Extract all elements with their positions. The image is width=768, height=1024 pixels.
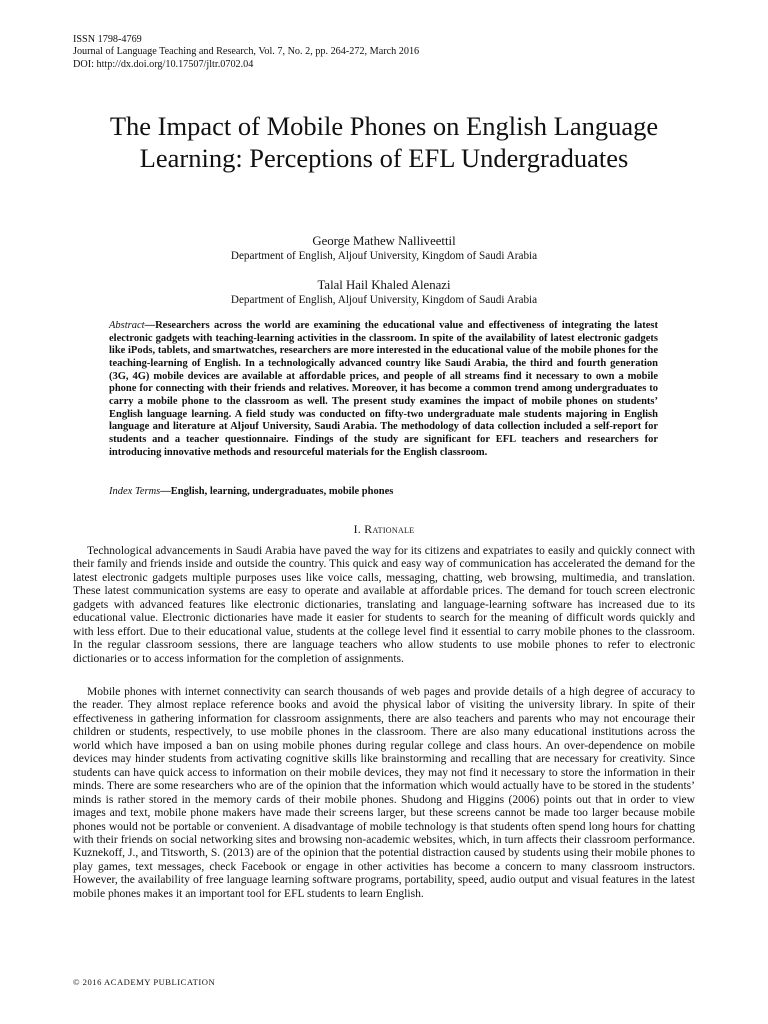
index-terms <box>109 485 658 498</box>
abstract-text: —Researchers across the world are examining the educational value and effectiveness of integrating the latest electronic gadgets with teaching-learning activities in the classroom. In spite of the availability of latest electronic gadgets like iPods, tablets, and smartwatches, researchers are more interested in the educational value of the mobile phones for the teaching-learning of English. In a technologically advanced country like Saudi Arabia, the third and fourth generation (3G, 4G) mobile devices are available at affordable prices, and people of all streams find it necessary to own a mobile phone for connecting with their friends and relatives. Moreover, it has become a common trend among undergraduates to carry a mobile phone to the classroom as well. The present study examines the impact of mobile phones on students’ English language learning. A field study was conducted on fifty-two undergraduate male students majoring in English language and literature at Aljouf University, Saudi Arabia. The methodology of data collection included a self-report for students and a teacher questionnaire. Findings of the study are significant for EFL teachers and researchers for introducing innovative methods and resourceful materials for the English classroom. <box>109 320 658 458</box>
page-footer: © 2016 ACADEMY PUBLICATION <box>73 977 216 987</box>
section-number: I. <box>353 522 362 536</box>
paper-title: The Impact of Mobile Phones on English Language Learning: Perceptions of EFL Undergraduates <box>109 111 659 173</box>
author-affiliation: Department of English, Aljouf University, Kingdom of Saudi Arabia <box>230 250 538 262</box>
section-heading <box>73 522 695 536</box>
author-name: Talal Hail Khaled Alenazi <box>317 278 451 292</box>
index-terms-text: —English, learning, undergraduates, mobile phones <box>160 486 394 497</box>
abstract-label: Abstract <box>109 320 145 331</box>
body-paragraph: Technological advancements in Saudi Arabia have paved the way for its citizens and expatriates to easily and quickly connect with their family and friends inside and outside the country. This quick and easy way of communication has accelerated the demand for the latest electronic gadgets multiple purposes uses like voice calls, messaging, chatting, web browsing, multimedia, and translation. These latest communication systems are easy to operate and available at affordable prices. The demand for touch screen electronic gadgets with advanced features like electronic dictionaries, translating and language-learning software has increased due to its educational value. Electronic dictionaries have made it easier for students to search for the meaning of difficult words quickly and with less effort. Due to their educational value, students at the college level find it essential to carry mobile phones to the classroom. In the regular classroom sessions, there are language teachers who allow students to use mobile phones to refer to electronic dictionaries or to access information for the completion of assignments. <box>73 545 695 665</box>
author-block <box>73 234 695 263</box>
issn-line: ISSN 1798-4769 <box>73 34 142 45</box>
author-block <box>73 278 695 307</box>
author-affiliation: Department of English, Aljouf University, Kingdom of Saudi Arabia <box>230 294 538 306</box>
body-paragraph: Mobile phones with internet connectivity can search thousands of web pages and provide details of a high degree of accuracy to the reader. They almost replace reference books and avoid the physical labor of visiting the university library. In spite of their effectiveness in gathering information for classroom assignments, there are also teachers and parents who may not encourage their children or students, respectively, to use mobile phones in the classroom. There are also many educational institutions across the world which have imposed a ban on using mobile phones during regular college and class hours. An over-dependence on mobile devices may hinder students from activating cognitive skills like brainstorming and recalling that are necessary for creativity. Since students can have quick access to information on their mobile devices, they may not find it necessary to store the information in their minds. There are some researchers who are of the opinion that the information which would actually have to be stored in the students’ minds is rather stored in the memory cards of their mobile phones. Shudong and Higgins (2006) points out that in order to view images and text, mobile phone makers have made their screens larger, but these screens cannot be made too larger because mobile phones would not be portable or convenient. A disadvantage of mobile technology is that students often spend long hours for chatting with their friends on social networking sites and browsing non-academic websites, which, in turn affects their classroom performance. Kuznekoff, J., and Titsworth, S. (2013) are of the opinion that the potential distraction caused by students using their mobile phones to play games, text messages, check Facebook or engage in other activities has become a concern to many classroom instructors. However, the availability of free language learning software programs, portability, speed, audio output and visual features in the latest mobile phones makes it an important tool for EFL students to learn English. <box>73 686 695 900</box>
section-title: Rationale <box>364 522 415 536</box>
index-terms-label: Index Terms <box>109 486 161 497</box>
author-name: George Mathew Nalliveettil <box>312 234 456 248</box>
doi-line: DOI: http://dx.doi.org/10.17507/jltr.0702.04 <box>73 58 254 70</box>
abstract <box>109 320 658 459</box>
journal-citation: Journal of Language Teaching and Research, Vol. 7, No. 2, pp. 264-272, March 2016 <box>73 46 420 58</box>
journal-header <box>73 34 633 71</box>
